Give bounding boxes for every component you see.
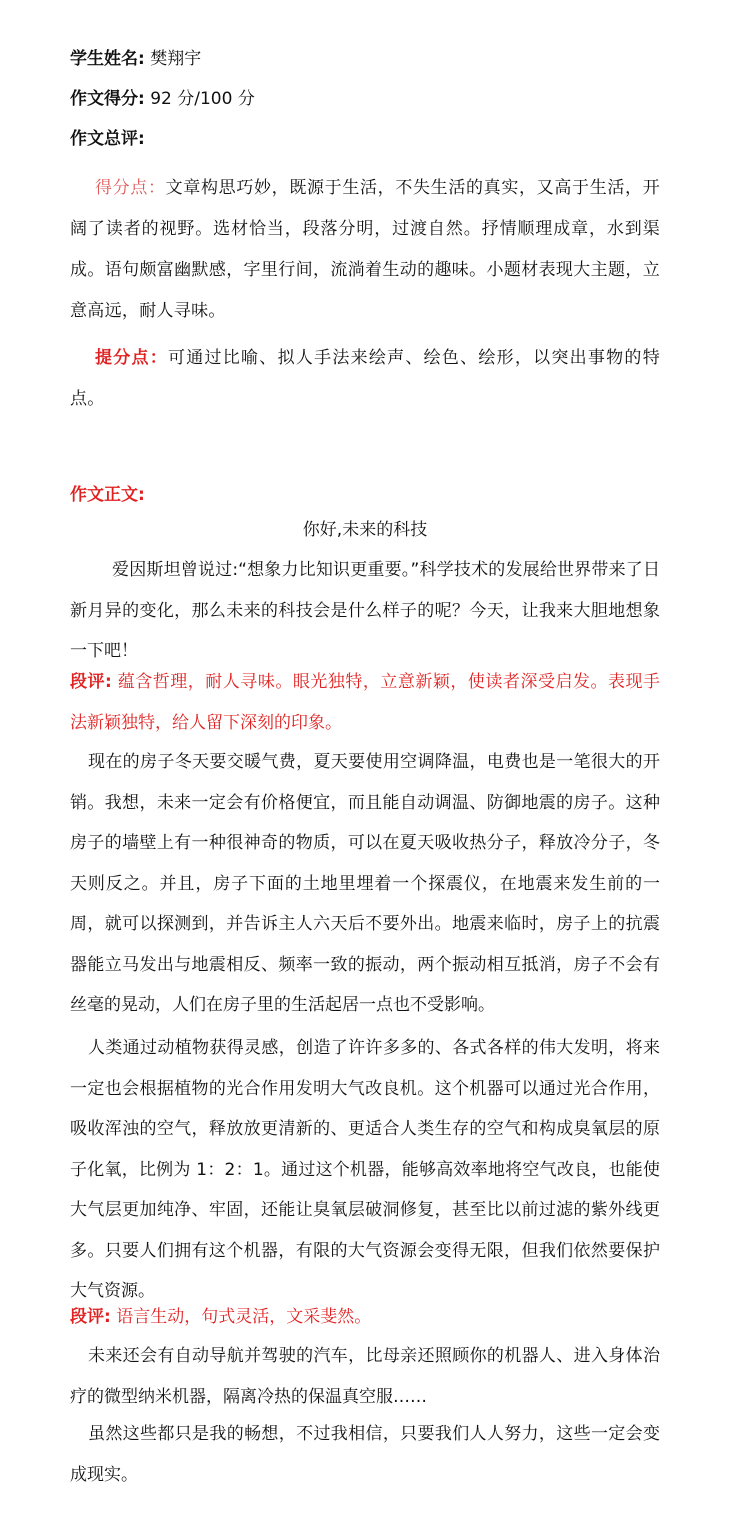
comment-2-label: 段评: bbox=[70, 1307, 111, 1327]
score-row bbox=[70, 84, 255, 109]
student-name-value: 樊翔宇 bbox=[150, 49, 202, 69]
merit-label: 得分点： bbox=[95, 178, 166, 198]
student-name-label: 学生姓名: bbox=[70, 49, 145, 69]
score-label: 作文得分: bbox=[70, 89, 145, 109]
essay-paragraph-1: 爱因斯坦曾说过:“想象力比知识更重要。”科学技术的发展给世界带来了日新月异的变化，那么未来的科技会是什么样子的呢？今天，让我来大胆地想象一下吧！ bbox=[70, 560, 660, 661]
merit-text: 文章构思巧妙，既源于生活，不失生活的真实，又高于生活，开阔了读者的视野。选材恰当，段落分明，过渡自然。抒情顺理成章，水到渠成。语句颇富幽默感，字里行间，流淌着生动的趣味。小题材表现大主题，立意高远，耐人寻味。 bbox=[70, 178, 660, 321]
improve-label: 提分点： bbox=[95, 348, 169, 368]
review-label: 作文总评: bbox=[70, 129, 145, 149]
merit-paragraph bbox=[70, 168, 660, 332]
comment-2-text: 语言生动，句式灵活，文采斐然。 bbox=[116, 1307, 372, 1327]
paragraph-comment-1 bbox=[70, 662, 660, 743]
essay-section-label: 作文正文: bbox=[70, 485, 145, 505]
essay-paragraph-4: 未来还会有自动导航并驾驶的汽车，比母亲还照顾你的机器人、进入身体治疗的微型纳米机器，隔离冷热的保温真空服…… bbox=[70, 1346, 660, 1407]
essay-paragraph-2: 现在的房子冬天要交暖气费，夏天要使用空调降温，电费也是一笔很大的开销。我想，未来一定会有价格便宜，而且能自动调温、防御地震的房子。这种房子的墙壁上有一种很神奇的物质，可以在夏天吸收热分子，释放冷分子，冬天则反之。并且，房子下面的土地里埋着一个探震仪，在地震来发生前的一周，就可以探测到，并告诉主人六天后不要外出。地震来临时，房子上的抗震器能立马发出与地震相反、频率一致的振动，两个振动相互抵消，房子不会有丝毫的晃动，人们在房子里的生活起居一点也不受影响。 bbox=[70, 752, 660, 1015]
paragraph-comment-2 bbox=[70, 1297, 660, 1338]
improve-text: 可通过比喻、拟人手法来绘声、绘色、绘形，以突出事物的特点。 bbox=[70, 348, 660, 409]
improve-paragraph bbox=[70, 338, 660, 420]
essay-paragraph-3: 人类通过动植物获得灵感，创造了许许多多的、各式各样的伟大发明，将来一定也会根据植物的光合作用发明大气改良机。这个机器可以通过光合作用，吸收浑浊的空气，释放放更清新的、更适合人类生存的空气和构成臭氧层的原子化氧，比例为 1：2：1。通过这个机器，能够高效率地将空气改良，也能使大气层更加纯净、牢固，还能让臭氧层破洞修复，甚至比以前过滤的紫外线更多。只要人们拥有这个机器，有限的大气资源会变得无限，但我们依然要保护大气资源。 bbox=[70, 1038, 660, 1301]
essay-title: 你好,未来的科技 bbox=[302, 520, 428, 540]
essay-paragraph-5: 虽然这些都只是我的畅想，不过我相信，只要我们人人努力，这些一定会变成现实。 bbox=[70, 1424, 660, 1485]
student-name-row bbox=[70, 44, 201, 69]
score-value: 92 分/100 分 bbox=[150, 89, 255, 109]
comment-1-label: 段评: bbox=[70, 672, 112, 692]
comment-1-text: 蕴含哲理，耐人寻味。眼光独特，立意新颖，使读者深受启发。表现手法新颖独特，给人留下深刻的印象。 bbox=[70, 672, 661, 733]
